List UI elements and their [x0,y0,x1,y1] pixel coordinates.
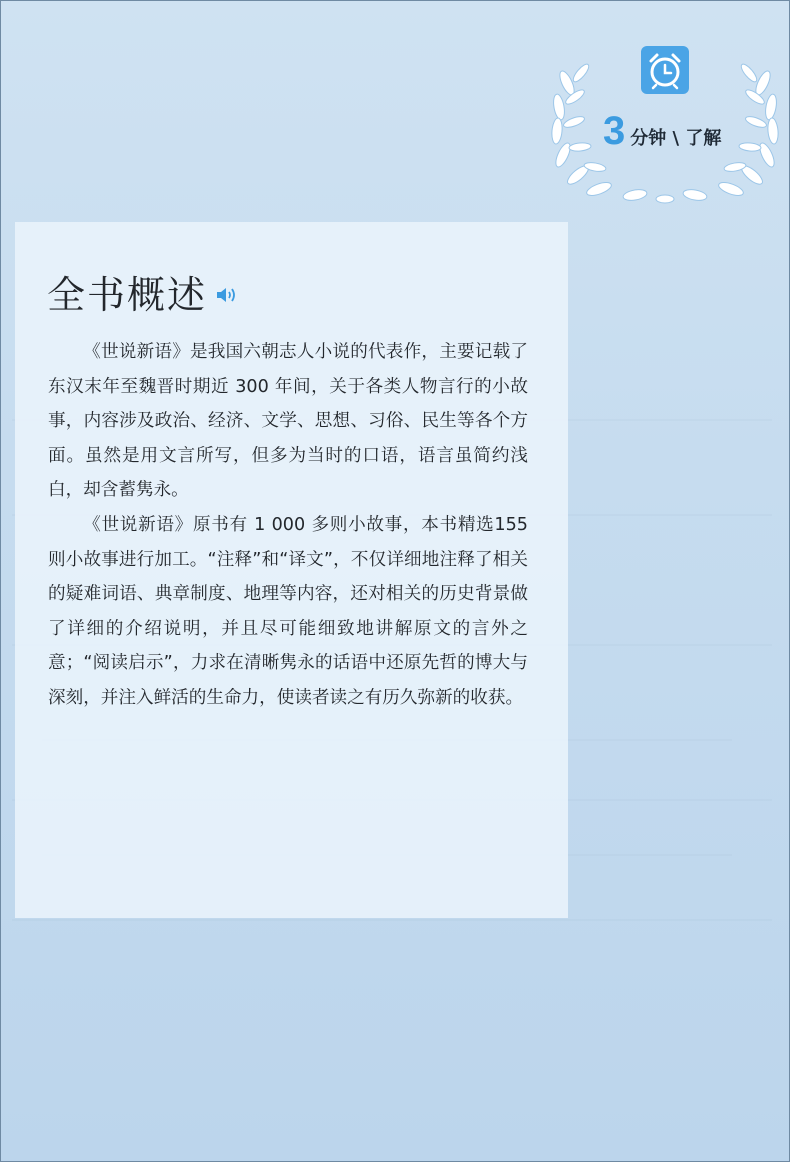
badge-label: 分钟 \ 了解 [630,128,722,149]
paragraph: 《世说新语》原书有 1 000 多则小故事，本书精选155则小故事进行加工。“注释”和“译文”，不仅详细地注释了相关的疑难词语、典章制度、地理等内容，还对相关的历史背景做了详细的介绍说明，并且尽可能细致地讲解原文的言外之意；“阅读启示”，力求在清晰隽永的话语中还原先哲的博大与深刻，并注入鲜活的生命力，使读者读之有历久弥新的收获。 [48,514,528,708]
badge-caption [603,111,721,151]
paragraph: 《世说新语》是我国六朝志人小说的代表作，主要记载了东汉末年至魏晋时期近 300 年间，关于各类人物言行的小故事，内容涉及政治、经济、文学、思想、习俗、民生等各个方面。虽然是用文言所写，但多为当时的口语，语言虽简约浅白，却含蓄隽永。 [48,342,528,501]
speaker-icon[interactable] [215,284,239,306]
section-header [47,273,239,317]
badge-number: 3 [603,109,626,153]
alarm-clock-icon [641,46,689,94]
reading-time-badge [545,25,785,205]
overview-panel [15,222,568,918]
section-title: 全书概述 [47,273,208,317]
overview-body [48,335,528,716]
